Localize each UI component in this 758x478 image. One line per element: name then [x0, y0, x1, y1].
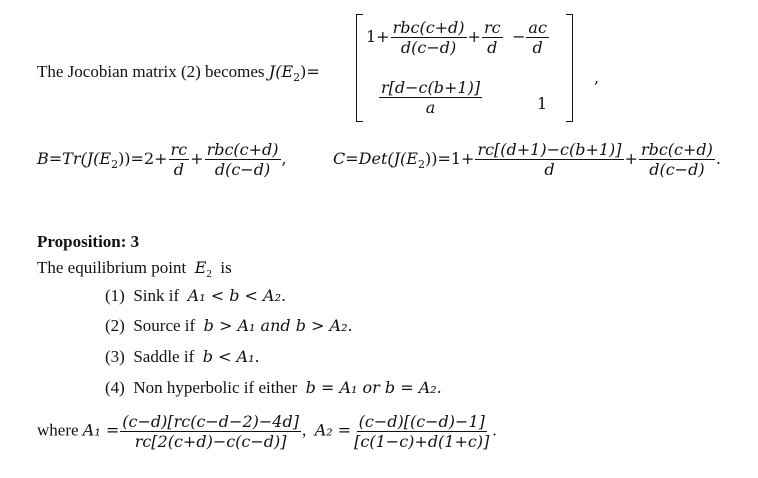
matrix-r2c2: 1 [537, 94, 548, 113]
matrix-r1c1: 1+ $\frac{\text{rbc(c+d)}}{d(c-d)}$ + $\frac{rc}{d}$ [366, 18, 501, 57]
equation-c: $C=Det(J(E_2))=1+$ $\frac{rc[(d+1)-c(b+1)]}{d}$ + $\frac{\text{rbc(c+d)}}{d(c-d)}$ . [333, 140, 721, 179]
proposition-item: (4) Non hyperbolic if either b = A₁ or b = A₂. [105, 378, 442, 397]
matrix-right-bracket [566, 14, 573, 122]
matrix-left-bracket [356, 14, 363, 122]
where-clause: where A₁ = $\frac{(c-d)[rc(c-d-2)-4d]}{rc[2(c+d)-c(c-d)]}$ , A₂ = $\frac{(c-d)[(c-d)-1]}{[c(1-c)+d(1+c)]}$ . [37, 412, 497, 451]
proposition-heading: Proposition: 3 [37, 232, 140, 251]
matrix-r1c2: − $\frac{ac}{d}$ [512, 18, 547, 57]
matrix-trailing-comma: , [594, 68, 600, 87]
proposition-item: (3) Saddle if b < A₁. [105, 347, 260, 366]
jacobian-lhs: $J(E_2)=$ [268, 62, 320, 84]
jacobian-intro [37, 62, 320, 82]
proposition-intro: The equilibrium point $E_2$ is [37, 258, 232, 280]
jacobian-intro-text: The Jocobian matrix (2) becomes [37, 62, 269, 81]
proposition-item: (2) Source if b > A₁ and b > A₂. [105, 316, 353, 335]
equation-b: $B=Tr(J(E_2))=2+$ $\frac{rc}{d}$ + $\frac{\text{rbc(c+d)}}{d(c-d)}$ , [37, 140, 287, 179]
proposition-item: (1) Sink if A₁ < b < A₂. [105, 286, 287, 305]
matrix-r2c1: $\frac{r[d-c(b+1)]}{a}$ [381, 78, 481, 117]
